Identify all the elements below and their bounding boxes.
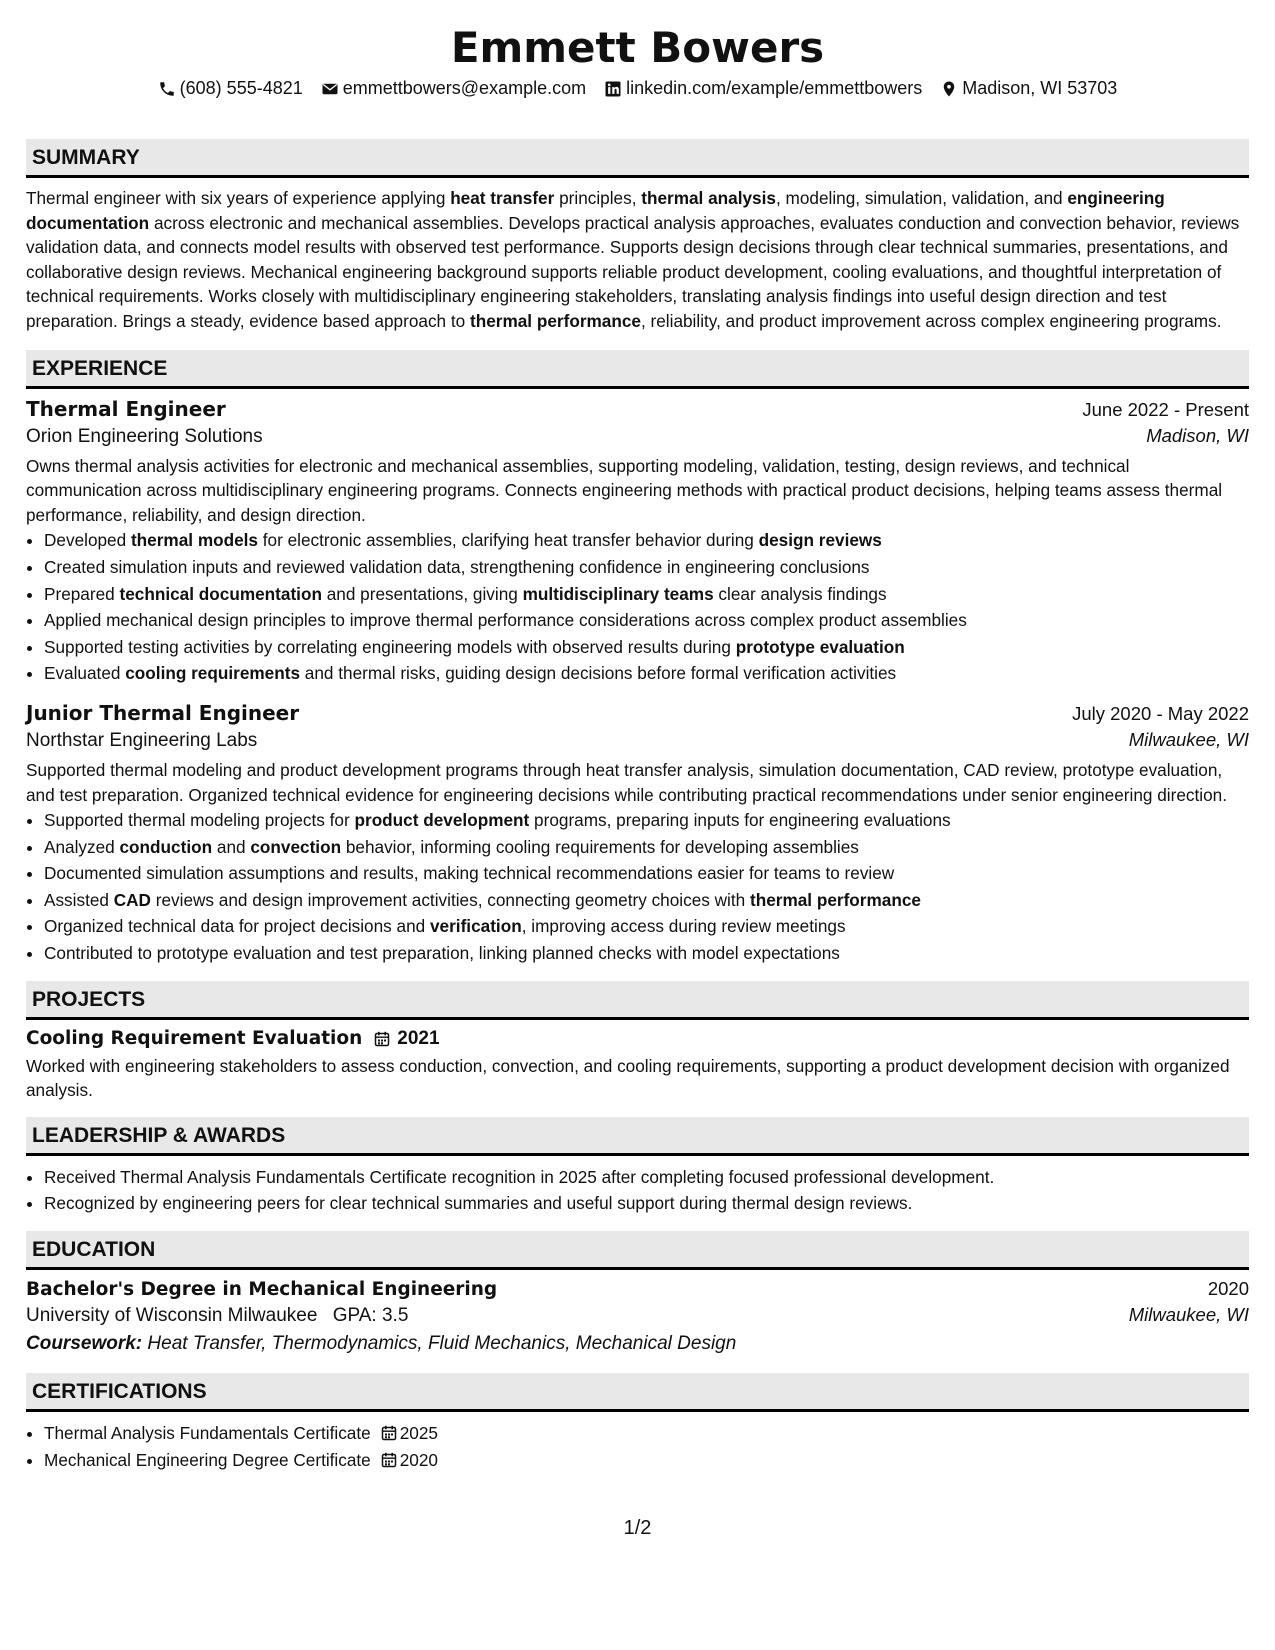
gpa: GPA: 3.5 <box>332 1305 409 1327</box>
job-company: Northstar Engineering Labs <box>26 729 258 751</box>
text-run: across electronic and mechanical assemblies. Develops practical analysis approaches, evaluates conduction and convection behavior, reviews validation data, and connects model results with observed test performance. Supports design decisions through clear technical summaries, presentations, and collaborative design reviews. Mechanical engineering background supports reliable product development, cooling evaluations, and thoughtful interpretation of technical requirements. Works closely with multidisciplinary engineering stakeholders, translating analysis findings into useful design direction and test preparation. Brings a steady, evidence based approach to <box>26 212 1240 331</box>
text-run: and thermal risks, guiding design decisions before formal verification activities <box>300 663 897 684</box>
calendar-icon <box>381 1425 397 1441</box>
certification-name: • Mechanical Engineering Degree Certificate <box>44 1449 371 1470</box>
job-dates: June 2022 - Present <box>1082 398 1249 420</box>
text-run: , reliability, and product improvement across complex engineering programs. <box>640 310 1222 331</box>
page-number: 1/2 <box>623 1517 652 1539</box>
job-bullet <box>44 887 1249 914</box>
emphasis-text: thermal performance <box>469 310 641 331</box>
certification-year: 2020 <box>399 1449 438 1470</box>
certification-item <box>44 1447 1249 1474</box>
certification-year: 2025 <box>399 1423 438 1444</box>
school-line <box>26 1305 408 1327</box>
certification-name: • Thermal Analysis Fundamentals Certificate <box>44 1423 371 1444</box>
degree-title: Bachelor's Degree in Mechanical Engineering <box>26 1279 498 1301</box>
job-bullet <box>44 807 1249 834</box>
certifications-section <box>26 1373 1249 1473</box>
coursework-text: Heat Transfer, Thermodynamics, Fluid Mechanics, Mechanical Design <box>147 1333 737 1355</box>
section-heading: SUMMARY <box>26 139 1249 178</box>
school-location: Milwaukee, WI <box>1128 1304 1249 1326</box>
list-item: • Recognized by engineering peers for clear technical summaries and useful support during thermal design reviews. <box>44 1190 1249 1217</box>
leadership-section <box>26 1117 1249 1217</box>
emphasis-text: multidisciplinary teams <box>522 583 714 604</box>
text-run: Assisted <box>44 889 114 910</box>
job-bullet <box>44 860 1249 887</box>
emphasis-text: CAD <box>113 889 151 910</box>
text-run: Supported testing activities by correlating engineering models with observed results during <box>44 636 736 657</box>
section-heading: EXPERIENCE <box>26 350 1249 389</box>
school-name: University of Wisconsin Milwaukee <box>26 1305 318 1327</box>
list-item: • Received Thermal Analysis Fundamentals Certificate recognition in 2025 after completing focused professional development. <box>44 1164 1249 1191</box>
section-heading: CERTIFICATIONS <box>26 1373 1249 1412</box>
job-company: Orion Engineering Solutions <box>26 425 263 447</box>
project-header <box>26 1028 1249 1050</box>
map-pin-icon <box>940 80 958 98</box>
certifications-list <box>26 1420 1249 1473</box>
coursework-line <box>26 1333 1249 1355</box>
text-run: Developed <box>44 530 131 551</box>
calendar-icon <box>381 1452 397 1468</box>
text-run: Applied mechanical design principles to improve thermal performance considerations across complex product assemblies <box>44 610 967 631</box>
text-run: Organized technical data for project decisions and <box>44 916 430 937</box>
job-bullets <box>26 527 1249 687</box>
job-location: Madison, WI <box>1146 424 1249 446</box>
linkedin-text: linkedin.com/example/emmettbowers <box>626 78 923 98</box>
coursework-label: Coursework: <box>26 1333 143 1355</box>
location-text: Madison, WI 53703 <box>962 78 1118 98</box>
job-title: Junior Thermal Engineer <box>26 700 300 725</box>
text-run: and presentations, giving <box>321 583 523 604</box>
text-run: Analyzed <box>44 836 120 857</box>
linkedin-icon <box>604 80 622 98</box>
job-bullet <box>44 913 1249 940</box>
emphasis-text: convection <box>250 836 342 857</box>
job-bullet <box>44 940 1249 967</box>
emphasis-text: cooling requirements <box>125 663 301 684</box>
job-bullet <box>44 607 1249 634</box>
certification-item <box>44 1420 1249 1447</box>
job-entry <box>26 701 1249 967</box>
text-run: behavior, informing cooling requirements for developing assemblies <box>341 836 859 857</box>
text-run: Thermal engineer with six years of experience applying <box>26 188 451 208</box>
text-run: Evaluated <box>44 663 126 684</box>
text-run: , modeling, simulation, validation, and <box>775 188 1068 208</box>
emphasis-text: heat transfer <box>450 188 555 208</box>
text-run: for electronic assemblies, clarifying heat transfer behavior during <box>258 530 759 551</box>
text-run: principles, <box>554 188 642 208</box>
job-bullet <box>44 581 1249 608</box>
phone-icon <box>158 80 176 98</box>
project-year: 2021 <box>397 1027 440 1049</box>
emphasis-text: conduction <box>119 836 213 857</box>
text-run: reviews and design improvement activities, connecting geometry choices with <box>150 889 750 910</box>
project-date <box>374 1028 439 1050</box>
text-run: and <box>212 836 251 857</box>
contact-email[interactable] <box>321 78 586 99</box>
contact-bar <box>26 78 1249 99</box>
text-run: Supported thermal modeling projects for <box>44 810 355 831</box>
job-location: Milwaukee, WI <box>1128 728 1249 750</box>
job-dates: July 2020 - May 2022 <box>1072 702 1249 724</box>
job-bullets <box>26 807 1249 967</box>
text-run: Prepared <box>44 583 120 604</box>
leadership-list <box>26 1164 1249 1217</box>
contact-linkedin[interactable] <box>604 78 922 99</box>
phone-text: (608) 555-4821 <box>179 78 303 98</box>
envelope-icon <box>321 80 339 98</box>
text-run: Created simulation inputs and reviewed validation data, strengthening confidence in engineering conclusions <box>44 556 870 577</box>
job-bullet <box>44 554 1249 581</box>
emphasis-text: thermal performance <box>749 889 921 910</box>
job-bullet <box>44 660 1249 687</box>
summary-section <box>26 139 1249 334</box>
job-description: Supported thermal modeling and product development programs through heat transfer analysis, simulation documentation, CAD review, prototype evaluation, and test preparation. Organized technical evidence for engineering decisions while contributing practical recommendations under senior engineering direction. <box>26 759 1227 805</box>
job-bullet <box>44 834 1249 861</box>
text-run: , improving access during review meetings <box>521 916 846 937</box>
job-bullet <box>44 634 1249 661</box>
candidate-name: Emmett Bowers <box>450 23 825 72</box>
experience-section <box>26 350 1249 967</box>
contact-phone <box>158 78 303 99</box>
emphasis-text: technical documentation <box>119 583 322 604</box>
emphasis-text: engineering documentation <box>26 188 1165 233</box>
job-entry <box>26 397 1249 687</box>
calendar-icon <box>374 1031 390 1047</box>
text-run: programs, preparing inputs for engineering evaluations <box>529 810 951 831</box>
emphasis-text: thermal analysis <box>641 188 776 208</box>
emphasis-text: product development <box>354 810 530 831</box>
section-heading: EDUCATION <box>26 1231 1249 1270</box>
email-text: emmettbowers@example.com <box>342 78 587 98</box>
job-title: Thermal Engineer <box>26 396 226 421</box>
education-section <box>26 1231 1249 1355</box>
emphasis-text: verification <box>430 916 522 937</box>
summary-paragraph <box>26 186 1249 334</box>
emphasis-text: design reviews <box>758 530 882 551</box>
section-heading: PROJECTS <box>26 981 1249 1020</box>
text-run: clear analysis findings <box>713 583 887 604</box>
degree-year: 2020 <box>1207 1278 1249 1300</box>
text-run: Documented simulation assumptions and results, making technical recommendations easier for teams to review <box>44 863 895 884</box>
contact-location <box>940 78 1117 99</box>
section-heading: LEADERSHIP & AWARDS <box>26 1117 1249 1156</box>
job-description: Owns thermal analysis activities for electronic and mechanical assemblies, supporting modeling, validation, testing, design reviews, and technical communication across multidisciplinary engineering programs. Connects engineering methods with practical product decisions, helping teams assess thermal performance, reliability, and design direction. <box>26 455 1223 525</box>
text-run: Contributed to prototype evaluation and test preparation, linking planned checks with model expectations <box>44 943 840 964</box>
project-description: Worked with engineering stakeholders to assess conduction, convection, and cooling requirements, supporting a product development decision with organized analysis. <box>26 1055 1230 1101</box>
projects-section <box>26 981 1249 1103</box>
emphasis-text: prototype evaluation <box>735 636 905 657</box>
emphasis-text: thermal models <box>130 530 258 551</box>
project-title: Cooling Requirement Evaluation <box>26 1028 363 1050</box>
job-bullet <box>44 527 1249 554</box>
